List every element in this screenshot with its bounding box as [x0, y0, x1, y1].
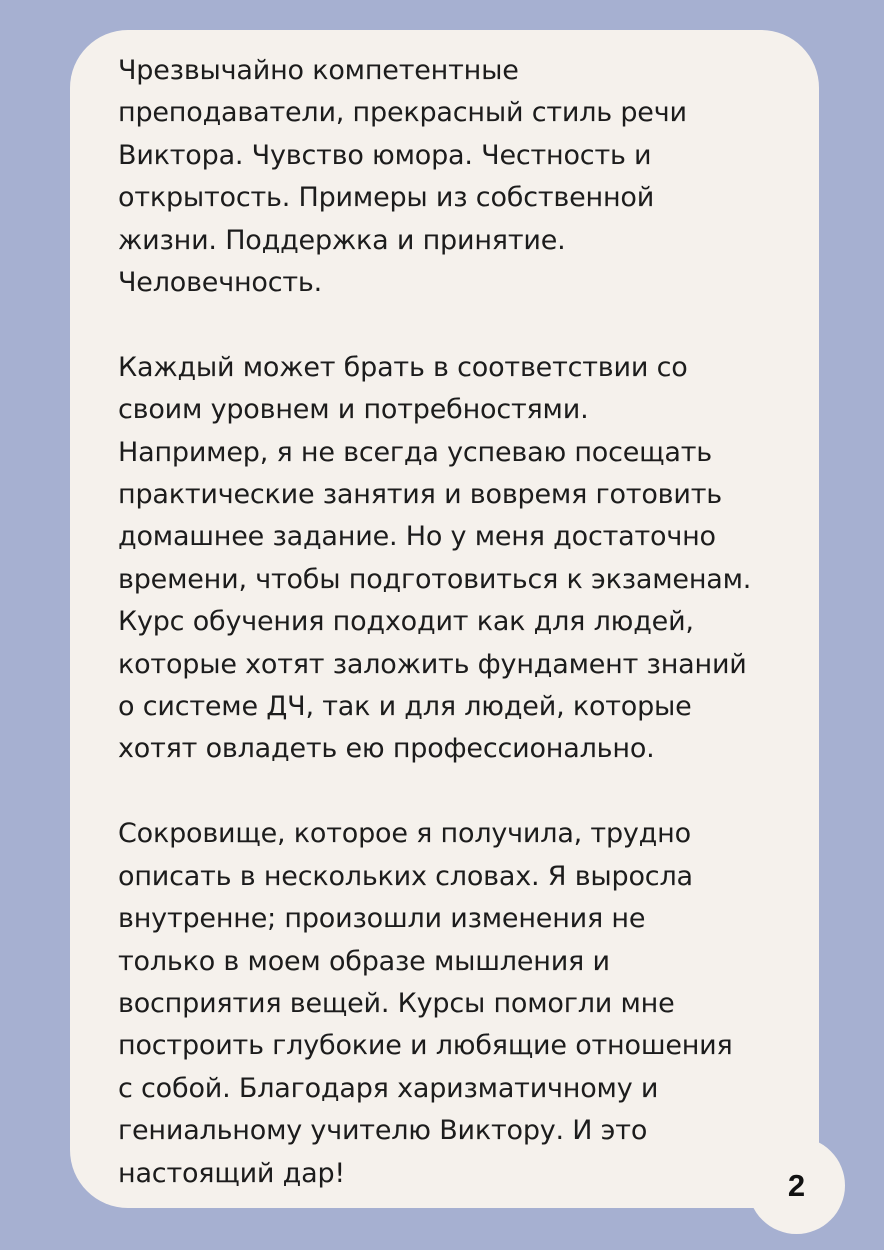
- text-line: преподаватели, прекрасный стиль речи: [118, 97, 687, 129]
- paragraph-1: [118, 50, 808, 304]
- testimonial-text: [118, 50, 808, 1195]
- text-line: Каждый может брать в соответствии со: [118, 351, 688, 383]
- text-line: практические занятия и вовремя готовить: [118, 479, 722, 511]
- paragraph-3: [118, 813, 808, 1195]
- text-line: с собой. Благодаря харизматичному и: [118, 1072, 659, 1104]
- text-line: внутренне; произошли изменения не: [118, 903, 646, 935]
- text-line: домашнее задание. Но у меня достаточно: [118, 521, 716, 553]
- text-line: хотят овладеть ею профессионально.: [118, 733, 655, 765]
- text-line: которые хотят заложить фундамент знаний: [118, 648, 747, 680]
- text-line: Чрезвычайно компетентные: [118, 55, 519, 86]
- paragraph-spacer: [118, 771, 808, 813]
- text-line: Человечность.: [118, 267, 323, 299]
- text-line: только в моем образе мышления и: [118, 945, 610, 977]
- text-line: построить глубокие и любящие отношения: [118, 1030, 733, 1062]
- text-line: настоящий дар!: [118, 1157, 346, 1189]
- text-line: Сокровище, которое я получила, трудно: [118, 818, 691, 850]
- paragraph-2: [118, 347, 808, 771]
- text-line: своим уровнем и потребностями.: [118, 394, 589, 426]
- text-line: описать в нескольких словах. Я выросла: [118, 860, 693, 892]
- text-line: гениальному учителю Виктору. И это: [118, 1115, 648, 1147]
- text-line: Например, я не всегда успеваю посещать: [118, 436, 712, 468]
- page-number: 2: [787, 1168, 806, 1203]
- text-line: Виктора. Чувство юмора. Честность и: [118, 139, 652, 171]
- text-line: восприятия вещей. Курсы помогли мне: [118, 987, 675, 1019]
- paragraph-spacer: [118, 304, 808, 346]
- page-number-badge: [748, 1137, 845, 1234]
- text-line: открытость. Примеры из собственной: [118, 182, 655, 214]
- text-line: о системе ДЧ, так и для людей, которые: [118, 691, 692, 723]
- text-line: времени, чтобы подготовиться к экзаменам.: [118, 563, 752, 595]
- text-line: жизни. Поддержка и принятие.: [118, 224, 566, 256]
- text-line: Курс обучения подходит как для людей,: [118, 606, 694, 638]
